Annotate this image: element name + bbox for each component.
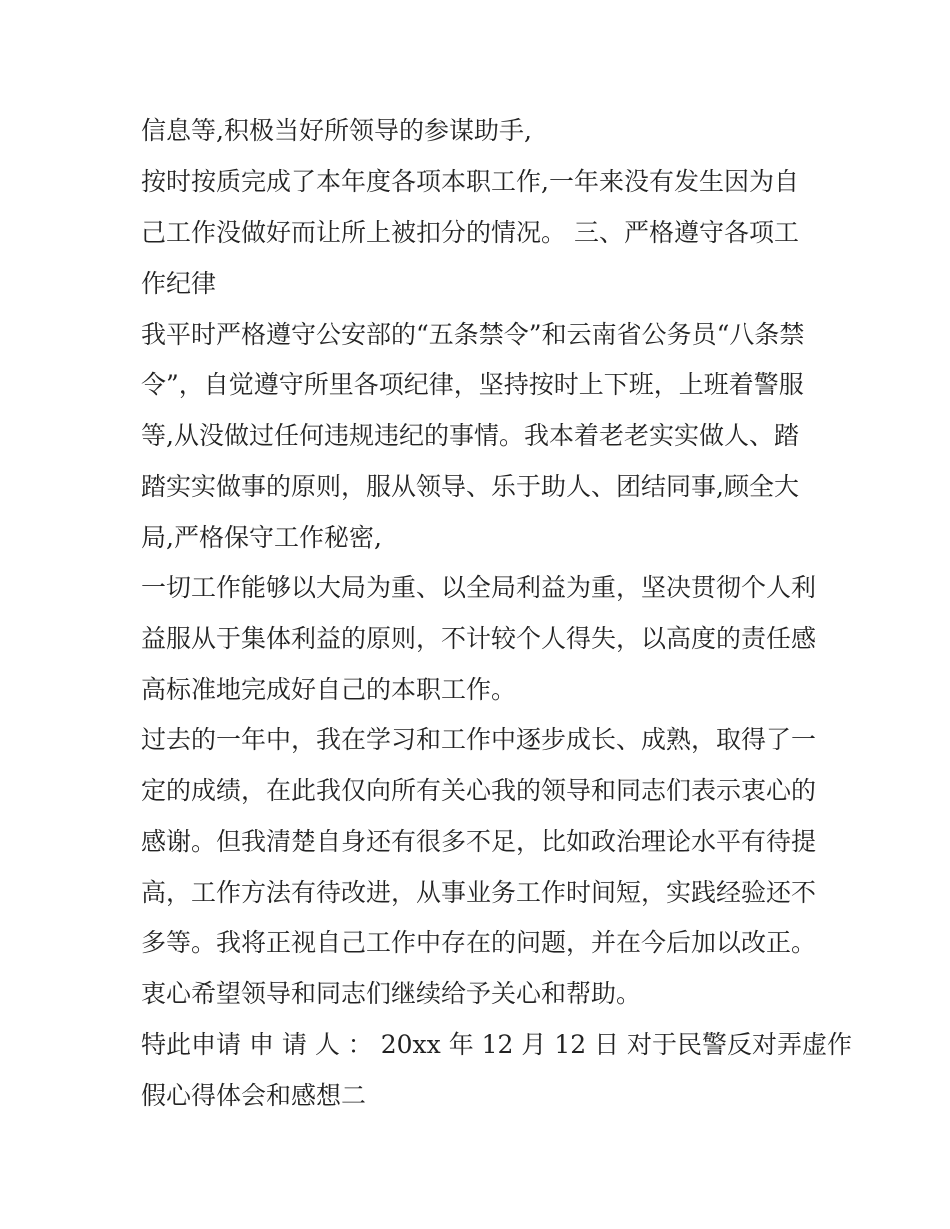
text-line: 一切工作能够以大局为重、以全局利益为重，坚决贯彻个人利	[141, 573, 817, 602]
text-line: 高，工作方法有待改进，从事业务工作时间短，实践经验还不	[141, 878, 817, 907]
text-line: 假心得体会和感想二	[141, 1081, 367, 1110]
text-line: 过去的一年中，我在学习和工作中逐步成长、成熟，取得了一	[141, 725, 817, 754]
text-line: 益服从于集体利益的原则，不计较个人得失，以高度的责任感	[141, 624, 817, 653]
text-line: 令”，自觉遵守所里各项纪律，坚持按时上下班，上班着警服	[141, 370, 804, 399]
text-line: 衷心希望领导和同志们继续给予关心和帮助。	[141, 979, 642, 1008]
text-line: 特此申请 申 请 人 ： 20xx 年 12 月 12 日 对于民警反对弄虚作	[141, 1030, 853, 1059]
text-line: 等,从没做过任何违规违纪的事情。我本着老老实实做人、踏	[141, 421, 799, 450]
text-line: 多等。我将正视自己工作中存在的问题，并在今后加以改正。	[141, 928, 817, 957]
text-line: 高标准地完成好自己的本职工作。	[141, 675, 517, 704]
text-line: 按时按质完成了本年度各项本职工作,一年来没有发生因为自	[141, 167, 799, 196]
text-line: 踏实实做事的原则，服从领导、乐于助人、团结同事,顾全大	[141, 472, 799, 501]
text-line: 定的成绩，在此我仅向所有关心我的领导和同志们表示衷心的	[141, 776, 817, 805]
text-line: 作纪律	[141, 269, 217, 298]
text-line: 感谢。但我清楚自身还有很多不足，比如政治理论水平有待提	[141, 827, 817, 856]
text-line: 局,严格保守工作秘密,	[141, 523, 382, 552]
text-line: 己工作没做好而让所上被扣分的情况。 三、严格遵守各项工	[141, 218, 799, 247]
text-line: 信息等,积极当好所领导的参谋助手,	[141, 116, 532, 145]
text-line: 我平时严格遵守公安部的“五条禁令”和云南省公务员“八条禁	[141, 320, 805, 349]
